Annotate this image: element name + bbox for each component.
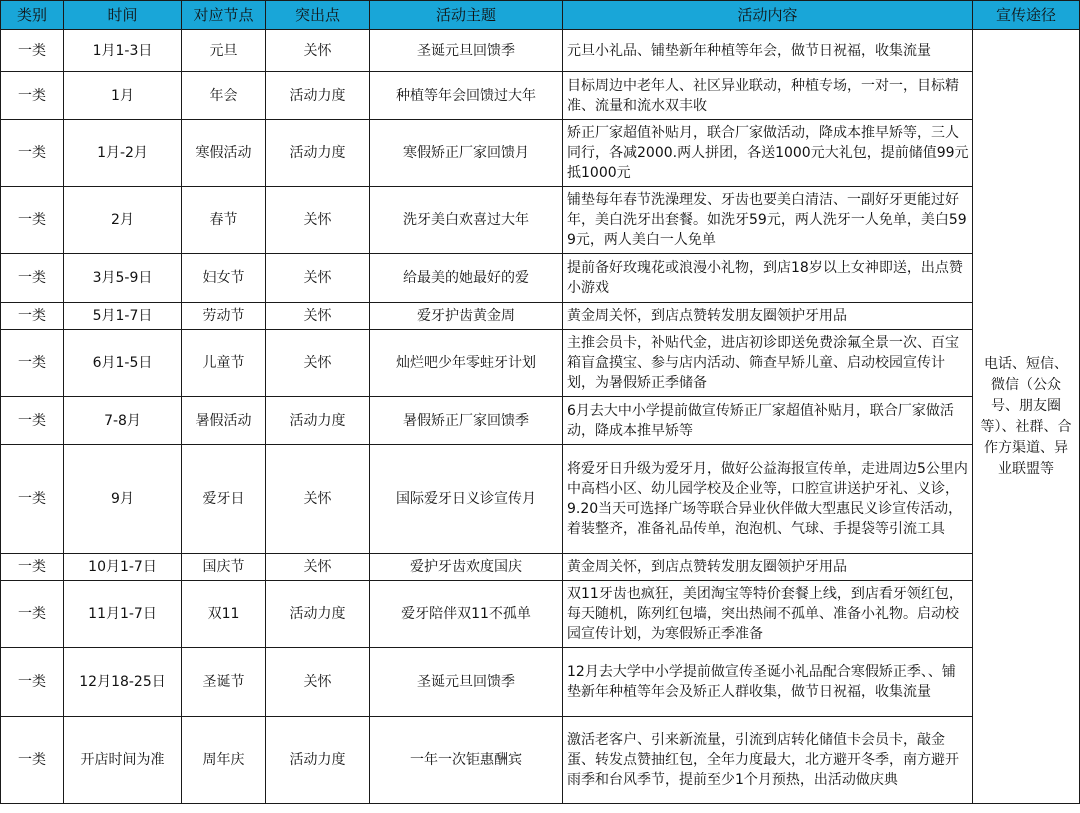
cell-content: 将爱牙日升级为爱牙月，做好公益海报宣传单，走进周边5公里内中高档小区、幼儿园学校及企业等，口腔宣讲送护牙礼、义诊，9.20当天可选择广场等联合异业伙伴做大型惠民义诊宣传活动，着装整齐，准备礼品传单，泡泡机、气球、手提袋等引流工具 xyxy=(563,445,973,554)
cell-node: 妇女节 xyxy=(182,254,266,303)
cell-node: 双11 xyxy=(182,581,266,648)
header-highlight: 突出点 xyxy=(266,1,370,30)
table-row xyxy=(1,330,1080,397)
cell-node: 儿童节 xyxy=(182,330,266,397)
cell-content: 提前备好玫瑰花或浪漫小礼物，到店18岁以上女神即送，出点赞小游戏 xyxy=(563,254,973,303)
cell-theme: 一年一次钜惠酬宾 xyxy=(370,717,563,804)
table-row xyxy=(1,445,1080,554)
table-row xyxy=(1,581,1080,648)
cell-node: 暑假活动 xyxy=(182,397,266,445)
cell-content: 元旦小礼品、铺垫新年种植等年会，做节日祝福，收集流量 xyxy=(563,30,973,72)
cell-category: 一类 xyxy=(1,554,64,581)
table-row xyxy=(1,397,1080,445)
cell-category: 一类 xyxy=(1,717,64,804)
table-row xyxy=(1,120,1080,187)
cell-theme: 灿烂吧少年零蛀牙计划 xyxy=(370,330,563,397)
cell-content: 双11牙齿也疯狂，美团淘宝等特价套餐上线，到店看牙领红包，每天随机，陈列红包墙，突出热闹不孤单、准备小礼物。启动校园宣传计划，为寒假矫正季准备 xyxy=(563,581,973,648)
cell-theme: 寒假矫正厂家回馈月 xyxy=(370,120,563,187)
cell-node: 寒假活动 xyxy=(182,120,266,187)
cell-time: 9月 xyxy=(64,445,182,554)
table-row xyxy=(1,648,1080,717)
cell-theme: 暑假矫正厂家回馈季 xyxy=(370,397,563,445)
cell-highlight: 关怀 xyxy=(266,445,370,554)
table-row xyxy=(1,254,1080,303)
cell-time: 1月 xyxy=(64,72,182,120)
cell-theme: 洗牙美白欢喜过大年 xyxy=(370,187,563,254)
cell-channel: 电话、短信、微信（公众号、朋友圈等）、社群、合作方渠道、异业联盟等 xyxy=(973,30,1080,804)
cell-content: 激活老客户、引来新流量，引流到店转化储值卡会员卡，敲金蛋、转发点赞抽红包，全年力度最大，北方避开冬季，南方避开雨季和台风季节，提前至少1个月预热，出活动做庆典 xyxy=(563,717,973,804)
cell-theme: 国际爱牙日义诊宣传月 xyxy=(370,445,563,554)
cell-category: 一类 xyxy=(1,581,64,648)
cell-time: 10月1-7日 xyxy=(64,554,182,581)
cell-time: 5月1-7日 xyxy=(64,303,182,330)
cell-content: 矫正厂家超值补贴月，联合厂家做活动，降成本推早矫等，三人同行，各减2000.两人拼团，各送1000元大礼包，提前储值99元抵1000元 xyxy=(563,120,973,187)
cell-highlight: 关怀 xyxy=(266,254,370,303)
cell-content: 目标周边中老年人、社区异业联动，种植专场，一对一，目标精准、流量和流水双丰收 xyxy=(563,72,973,120)
cell-highlight: 活动力度 xyxy=(266,717,370,804)
cell-time: 1月1-3日 xyxy=(64,30,182,72)
cell-node: 年会 xyxy=(182,72,266,120)
cell-category: 一类 xyxy=(1,254,64,303)
cell-node: 周年庆 xyxy=(182,717,266,804)
cell-highlight: 关怀 xyxy=(266,30,370,72)
cell-content: 12月去大学中小学提前做宣传圣诞小礼品配合寒假矫正季、、铺垫新年种植等年会及矫正人群收集，做节日祝福，收集流量 xyxy=(563,648,973,717)
cell-highlight: 活动力度 xyxy=(266,72,370,120)
cell-category: 一类 xyxy=(1,330,64,397)
cell-category: 一类 xyxy=(1,72,64,120)
table-row xyxy=(1,30,1080,72)
cell-content: 主推会员卡，补贴代金，进店初诊即送免费涂氟全景一次、百宝箱盲盒摸宝、参与店内活动、筛查早矫儿童、启动校园宣传计划，为暑假矫正季储备 xyxy=(563,330,973,397)
cell-node: 爱牙日 xyxy=(182,445,266,554)
cell-time: 2月 xyxy=(64,187,182,254)
cell-highlight: 活动力度 xyxy=(266,581,370,648)
cell-highlight: 关怀 xyxy=(266,330,370,397)
cell-time: 开店时间为准 xyxy=(64,717,182,804)
cell-highlight: 关怀 xyxy=(266,648,370,717)
cell-node: 劳动节 xyxy=(182,303,266,330)
table-row xyxy=(1,717,1080,804)
cell-content: 铺垫每年春节洗澡理发、牙齿也要美白清洁、一副好牙更能过好年，美白洗牙出套餐。如洗牙59元，两人洗牙一人免单，美白599元，两人美白一人免单 xyxy=(563,187,973,254)
cell-theme: 圣诞元旦回馈季 xyxy=(370,30,563,72)
cell-theme: 爱牙陪伴双11不孤单 xyxy=(370,581,563,648)
header-content: 活动内容 xyxy=(563,1,973,30)
cell-highlight: 关怀 xyxy=(266,303,370,330)
cell-category: 一类 xyxy=(1,303,64,330)
cell-category: 一类 xyxy=(1,120,64,187)
table-row xyxy=(1,554,1080,581)
cell-highlight: 活动力度 xyxy=(266,397,370,445)
cell-time: 3月5-9日 xyxy=(64,254,182,303)
cell-category: 一类 xyxy=(1,445,64,554)
cell-node: 春节 xyxy=(182,187,266,254)
cell-theme: 种植等年会回馈过大年 xyxy=(370,72,563,120)
cell-time: 1月-2月 xyxy=(64,120,182,187)
header-row xyxy=(1,1,1080,30)
cell-time: 7-8月 xyxy=(64,397,182,445)
cell-theme: 爱护牙齿欢度国庆 xyxy=(370,554,563,581)
header-theme: 活动主题 xyxy=(370,1,563,30)
header-channel: 宣传途径 xyxy=(973,1,1080,30)
cell-highlight: 关怀 xyxy=(266,187,370,254)
cell-category: 一类 xyxy=(1,187,64,254)
cell-theme: 给最美的她最好的爱 xyxy=(370,254,563,303)
table-row xyxy=(1,187,1080,254)
header-node: 对应节点 xyxy=(182,1,266,30)
cell-highlight: 活动力度 xyxy=(266,120,370,187)
cell-time: 6月1-5日 xyxy=(64,330,182,397)
header-category: 类别 xyxy=(1,1,64,30)
cell-node: 元旦 xyxy=(182,30,266,72)
cell-theme: 爱牙护齿黄金周 xyxy=(370,303,563,330)
cell-highlight: 关怀 xyxy=(266,554,370,581)
table-row xyxy=(1,72,1080,120)
cell-category: 一类 xyxy=(1,397,64,445)
cell-category: 一类 xyxy=(1,30,64,72)
cell-node: 国庆节 xyxy=(182,554,266,581)
cell-time: 12月18-25日 xyxy=(64,648,182,717)
cell-node: 圣诞节 xyxy=(182,648,266,717)
cell-content: 6月去大中小学提前做宣传矫正厂家超值补贴月，联合厂家做活动，降成本推早矫等 xyxy=(563,397,973,445)
cell-category: 一类 xyxy=(1,648,64,717)
table-row xyxy=(1,303,1080,330)
cell-time: 11月1-7日 xyxy=(64,581,182,648)
cell-content: 黄金周关怀，到店点赞转发朋友圈领护牙用品 xyxy=(563,554,973,581)
cell-theme: 圣诞元旦回馈季 xyxy=(370,648,563,717)
cell-content: 黄金周关怀，到店点赞转发朋友圈领护牙用品 xyxy=(563,303,973,330)
header-time: 时间 xyxy=(64,1,182,30)
